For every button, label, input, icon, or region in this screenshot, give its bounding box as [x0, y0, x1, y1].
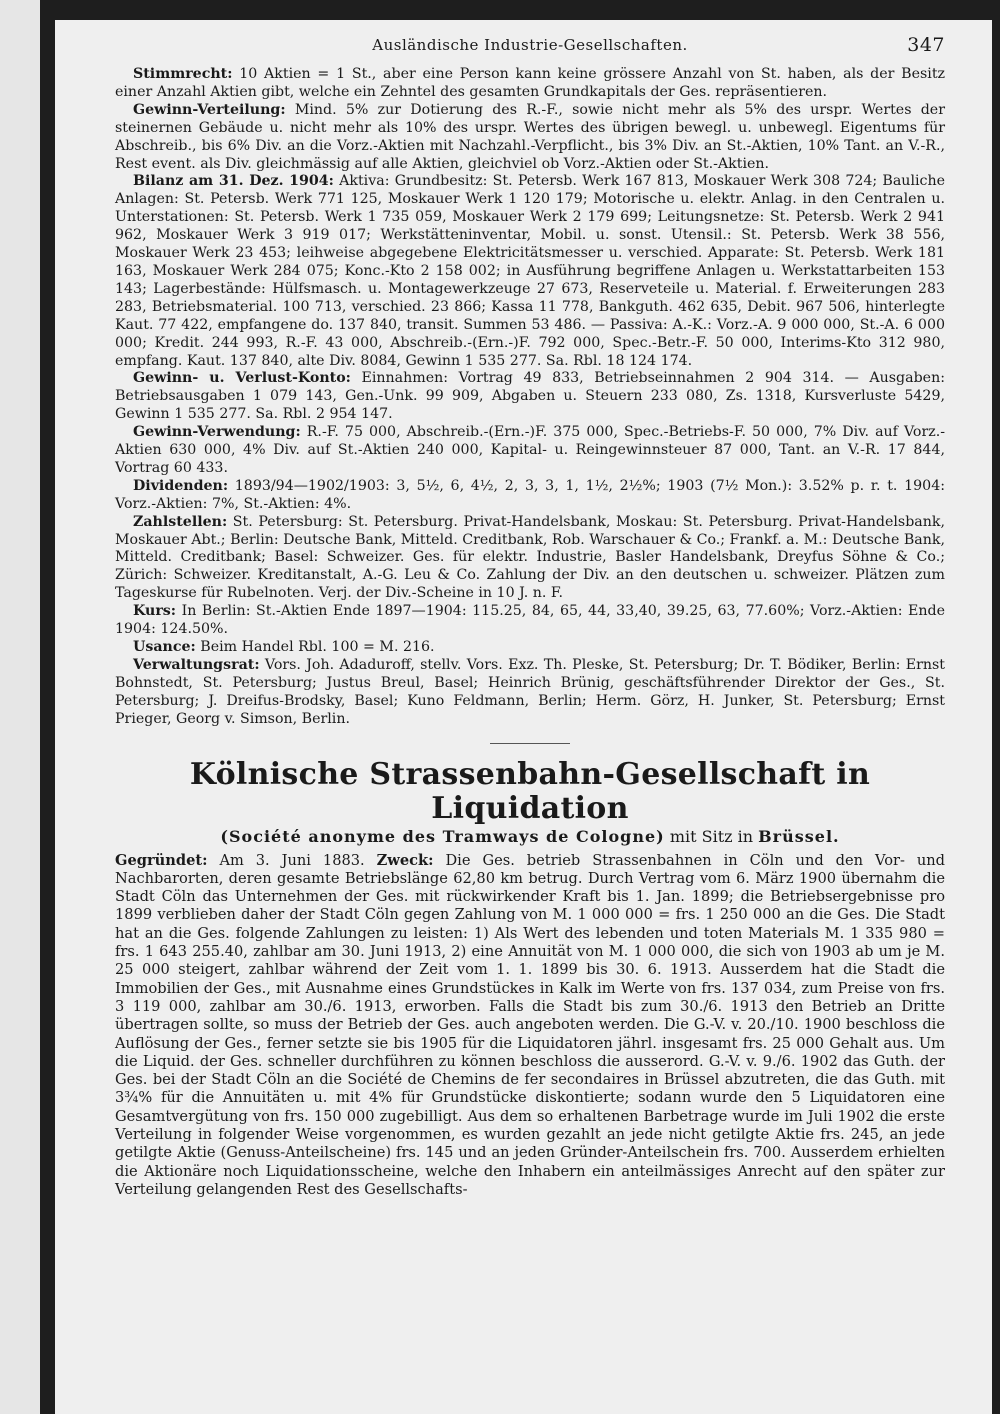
running-title: Ausländische Industrie-Gesellschaften.: [372, 36, 688, 54]
page-number: 347: [907, 34, 945, 56]
entry-label: Bilanz am 31. Dez. 1904:: [133, 173, 334, 190]
entry-gewinn-verwendung: [115, 424, 945, 478]
entry-kurs: [115, 603, 945, 639]
entry-label: Verwaltungsrat:: [133, 656, 260, 673]
entry-text: Einnahmen: Vortrag 49 833, Betriebseinnahmen 2 904 314. — Ausgaben: Betriebsausgaben 1 079 143, Gen.-Unk. 99 909, Abgaben u. Steuern 233 080, Zs. 1318, Kursverluste 5429, Gewinn 1 535 277. Sa. Rbl. 2 954 147.: [115, 370, 945, 423]
entry-text: 10 Aktien = 1 St., aber eine Person kann keine grössere Anzahl von St. haben, als der Besitz einer Anzahl Aktien gibt, welche ein Zehntel des gesamten Grundkapitals der Ges. repräsentieren.: [115, 66, 946, 100]
entry-verwaltungsrat: [115, 657, 945, 729]
entry-text: Beim Handel Rbl. 100 = M. 216.: [200, 639, 435, 655]
running-header: [115, 36, 945, 66]
entry-label: Dividenden:: [133, 477, 229, 494]
entry-text: Mind. 5% zur Dotierung des R.-F., sowie nicht mehr als 5% des urspr. Wertes der steinernen Gebäude u. nicht mehr als 10% des urspr. Wertes des übrigen bewegl. u. unbewegl. Eigentums für Abschreib., bis 6% Div. an die Vorz.-Aktien mit Nachzahl.-Verpflicht., bis 3% Div. an St.-Aktien, 10% Tant. an V.-R., Rest event. als Div. gleichmässig auf alle Aktien, gleichviel ob Vorz.-Aktien oder St.-Aktien.: [115, 101, 945, 172]
company-french-name: (Société anonyme des Tramways de Cologne): [220, 826, 665, 846]
entry-text: Vors. Joh. Adaduroff, stellv. Vors. Exz. Th. Pleske, St. Petersburg; Dr. T. Bödiker, Berlin: Ernst Bohnstedt, St. Petersburg; Justus Breul, Basel; Heinrich Brünig, geschäftsführender Direktor der Ges., St. Petersburg; J. Dreifus-Brodsky, Basel; Kuno Feldmann, Berlin; Herm. Görz, H. Junker, St. Petersburg; Ernst Prieger, Georg v. Simson, Berlin.: [115, 656, 945, 727]
company-city: Brüssel.: [758, 826, 840, 846]
entry-bilanz: [115, 173, 945, 370]
founded-label: Gegründet:: [115, 851, 208, 869]
entry-label: Gewinn-Verwendung:: [133, 424, 301, 441]
company-description: [115, 852, 945, 1200]
entry-label: Usance:: [133, 639, 196, 655]
entry-stimmrecht: [115, 66, 945, 102]
company-seat-text: mit Sitz in: [669, 826, 754, 846]
entry-label: Kurs:: [133, 603, 177, 620]
left-page-edge: [0, 0, 40, 1414]
entry-gewinn-verteilung: [115, 102, 945, 174]
founded-text: Am 3. Juni 1883.: [219, 851, 365, 869]
entry-usance: [115, 639, 945, 657]
entry-text: R.-F. 75 000, Abschreib.-(Ern.-)F. 375 000, Spec.-Betriebs-F. 50 000, 7% Div. auf Vorz.-Aktien 630 000, 4% Div. auf St.-Aktien 240 000, Kapital- u. Reingewinnsteuer 87 000, Tant. an V.-R. 17 844, Vortrag 60 433.: [115, 424, 946, 476]
entry-label: Gewinn- u. Verlust-Konto:: [133, 370, 351, 387]
company-subtitle: [115, 826, 945, 848]
entry-dividenden: [115, 478, 945, 514]
purpose-label: Zweck:: [376, 851, 434, 869]
purpose-text: Die Ges. betrieb Strassenbahnen in Cöln und den Vor- und Nachbarorten, deren gesamte Betriebslänge 62,80 km betrug. Durch Vertrag vom 6. März 1900 übernahm die Stadt Cöln das Unternehmen der Ges. mit rückwirkender Kraft bis 1. Jan. 1899; die Betriebsergebnisse pro 1899 verblieben daher der Stadt Cöln gegen Zahlung von M. 1 000 000 = frs. 1 250 000 an die Ges. Die Stadt hat an die Ges. folgende Zahlungen zu leisten: 1) Als Wert des lebenden und toten Materials M. 1 335 980 = frs. 1 643 255.40, zahlbar am 30. Juni 1913, 2) eine Annuität von M. 1 000 000, die sich von 1903 ab um je M. 25 000 steigert, zahlbar während der Zeit vom 1. 1. 1899 bis 30. 6. 1913. Ausserdem hat die Stadt die Immobilien der Ges., mit Ausnahme eines Grundstückes in Kalk im Werte von frs. 137 034, zum Preise von frs. 3 119 000, zahlbar am 30./6. 1913, erworben. Falls die Stadt bis zum 30./6. 1913 den Betrieb an Dritte übertragen sollte, so muss der Betrieb der Ges. auch angeboten werden. Die G.-V. v. 20./10. 1900 beschloss die Auflösung der Ges., ferner setzte sie bis 1905 für die Liquidatoren jährl. insgesamt frs. 25 000 Gehalt aus. Um die Liquid. der Ges. schneller durchführen zu können beschloss die ausserord. G.-V. v. 9./6. 1902 das Guth. der Ges. bei der Stadt Cöln an die Société de Chemins de fer secondaires in Brüssel abzutreten, die das Guth. mit 3¾% für die Annuitäten u. mit 4% für Grundstücke diskontierte; sodann wurde den 5 Liquidatoren eine Gesamtvergütung von frs. 150 000 zugebilligt. Aus dem so erhaltenen Barbetrage wurde im Juli 1902 die erste Verteilung in folgender Weise vorgenommen, es wurden gezahlt an jede nicht getilgte Aktie frs. 245, an jede getilgte Aktie (Genuss-Anteilscheine) frs. 145 und an jeden Gründer-Anteilschein frs. 700. Ausserdem erhielten die Aktionäre noch Liquidationsscheine, welche den Inhabern ein anteilmässiges Anrecht auf den später zur Verteilung gelangenden Rest des Gesellschafts-: [115, 851, 945, 1198]
document-page: [55, 20, 992, 1414]
entry-text: Aktiva: Grundbesitz: St. Petersb. Werk 167 813, Moskauer Werk 308 724; Bauliche Anlagen: St. Petersb. Werk 771 125, Moskauer Werk 1 120 179; Motorische u. elektr. Anlag. in den Centralen u. Unterstationen: St. Petersb. Werk 1 735 059, Moskauer Werk 2 179 699; Leitungsnetze: St. Petersb. Werk 2 941 962, Moskauer Werk 3 919 017; Werkstätteninventar, Mobil. u. sonst. Utensil.: St. Petersb. Werk 38 556, Moskauer Werk 23 453; leihweise abgegebene Elektricitätsmesser u. verschied. Apparate: St. Petersb. Werk 181 163, Moskauer Werk 284 075; Konc.-Kto 2 158 002; in Ausführung begriffene Anlagen u. Werkstattarbeiten 153 143; Lagerbestände: Hülfsmasch. u. Montagewerkzeuge 27 673, Reserveteile u. Material. f. Erweiterungen 283 283, Betriebsmaterial. 100 713, verschied. 23 866; Kassa 11 778, Bankguth. 462 635, Debit. 967 506, hinterlegte Kaut. 77 422, empfangene do. 137 840, transit. Summen 53 486. — Passiva: A.-K.: Vorz.-A. 9 000 000, St.-A. 6 000 000; Kredit. 244 993, R.-F. 43 000, Abschreib.-(Ern.-)F. 792 000, Spec.-Betr.-F. 50 000, Interims-Kto 312 980, empfang. Kaut. 137 840, alte Div. 8084, Gewinn 1 535 277. Sa. Rbl. 18 124 174.: [115, 173, 945, 369]
section-divider: [490, 743, 570, 744]
entry-text: 1893/94—1902/1903: 3, 5½, 6, 4½, 2, 3, 3, 1, 1½, 2½%; 1903 (7½ Mon.): 3.52% p. r. t. 1904: Vorz.-Aktien: 7%, St.-Aktien: 4%.: [115, 477, 945, 512]
entry-text: St. Petersburg: St. Petersburg. Privat-Handelsbank, Moskau: St. Petersburg. Privat-Handelsbank, Moskauer Abt.; Berlin: Deutsche Bank, Mitteld. Creditbank, Rob. Warschauer & Co.; Frankf. a. M.: Deutsche Bank, Mitteld. Creditbank; Basel: Schweizer. Ges. für elektr. Industrie, Basler Handelsbank, Dreyfus Söhne & Co.; Zürich: Schweizer. Kreditanstalt, A.-G. Leu & Co. Zahlung der Div. an den deutschen u. schweizer. Plätzen zum Tageskurse für Rubelnoten. Verj. der Div.-Scheine in 10 J. n. F.: [115, 513, 945, 602]
entry-gewinn-verlust-konto: [115, 370, 945, 424]
entry-label: Stimmrecht:: [133, 66, 233, 82]
page-content: [115, 36, 945, 1199]
entry-text: In Berlin: St.-Aktien Ende 1897—1904: 115.25, 84, 65, 44, 33,40, 39.25, 63, 77.60%; Vorz.-Aktien: Ende 1904: 124.50%.: [115, 603, 945, 638]
company-title: Kölnische Strassenbahn-Gesellschaft in Liquidation: [189, 756, 871, 826]
entry-label: Gewinn-Verteilung:: [133, 101, 286, 118]
entry-zahlstellen: [115, 514, 945, 604]
entry-label: Zahlstellen:: [133, 513, 228, 530]
